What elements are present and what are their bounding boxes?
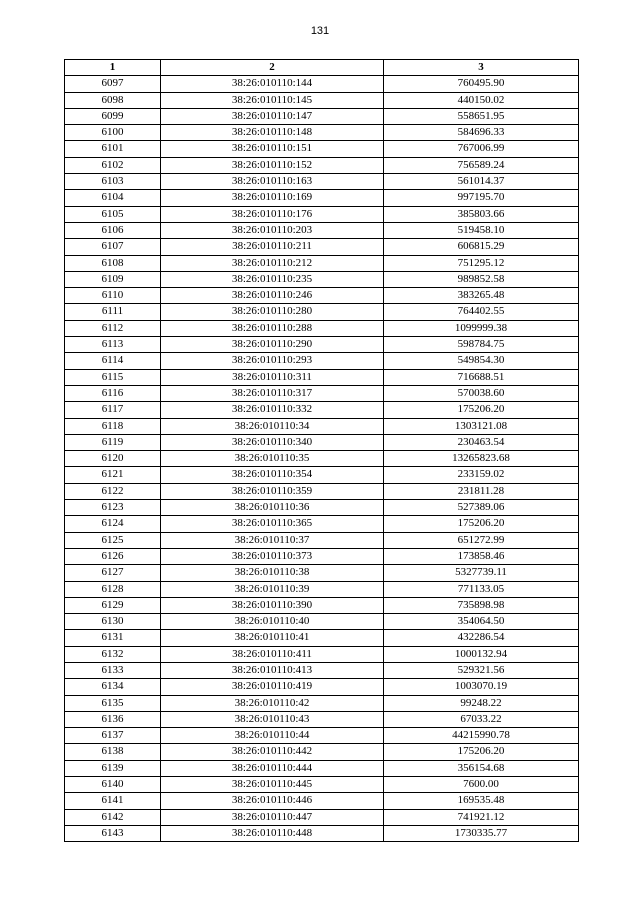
cadastral-number-cell: 38:26:010110:37 bbox=[161, 532, 384, 548]
cadastral-number-cell: 38:26:010110:411 bbox=[161, 646, 384, 662]
cadastral-number-cell: 38:26:010110:152 bbox=[161, 157, 384, 173]
row-number-cell: 6111 bbox=[65, 304, 161, 320]
value-cell: 760495.90 bbox=[384, 76, 579, 92]
cadastral-number-cell: 38:26:010110:163 bbox=[161, 174, 384, 190]
table-row bbox=[65, 141, 579, 157]
value-cell: 169535.48 bbox=[384, 793, 579, 809]
table-row bbox=[65, 418, 579, 434]
row-number-cell: 6118 bbox=[65, 418, 161, 434]
table-row bbox=[65, 157, 579, 173]
value-cell: 997195.70 bbox=[384, 190, 579, 206]
column-header-1: 1 bbox=[65, 60, 161, 76]
table-row bbox=[65, 304, 579, 320]
value-cell: 561014.37 bbox=[384, 174, 579, 190]
value-cell: 44215990.78 bbox=[384, 728, 579, 744]
row-number-cell: 6136 bbox=[65, 711, 161, 727]
row-number-cell: 6103 bbox=[65, 174, 161, 190]
table-row bbox=[65, 206, 579, 222]
cadastral-number-cell: 38:26:010110:44 bbox=[161, 728, 384, 744]
table-header-row bbox=[65, 60, 579, 76]
table-row bbox=[65, 174, 579, 190]
cadastral-number-cell: 38:26:010110:169 bbox=[161, 190, 384, 206]
row-number-cell: 6110 bbox=[65, 288, 161, 304]
row-number-cell: 6101 bbox=[65, 141, 161, 157]
cadastral-number-cell: 38:26:010110:36 bbox=[161, 500, 384, 516]
row-number-cell: 6105 bbox=[65, 206, 161, 222]
cadastral-number-cell: 38:26:010110:293 bbox=[161, 353, 384, 369]
cadastral-number-cell: 38:26:010110:212 bbox=[161, 255, 384, 271]
table-row bbox=[65, 630, 579, 646]
cadastral-number-cell: 38:26:010110:332 bbox=[161, 402, 384, 418]
row-number-cell: 6142 bbox=[65, 809, 161, 825]
row-number-cell: 6139 bbox=[65, 760, 161, 776]
cadastral-number-cell: 38:26:010110:340 bbox=[161, 434, 384, 450]
cadastral-number-cell: 38:26:010110:365 bbox=[161, 516, 384, 532]
table-row bbox=[65, 728, 579, 744]
cadastral-number-cell: 38:26:010110:176 bbox=[161, 206, 384, 222]
row-number-cell: 6114 bbox=[65, 353, 161, 369]
value-cell: 756589.24 bbox=[384, 157, 579, 173]
row-number-cell: 6130 bbox=[65, 614, 161, 630]
value-cell: 13265823.68 bbox=[384, 451, 579, 467]
row-number-cell: 6097 bbox=[65, 76, 161, 92]
value-cell: 527389.06 bbox=[384, 500, 579, 516]
row-number-cell: 6129 bbox=[65, 597, 161, 613]
cadastral-number-cell: 38:26:010110:211 bbox=[161, 239, 384, 255]
row-number-cell: 6126 bbox=[65, 548, 161, 564]
cadastral-number-cell: 38:26:010110:445 bbox=[161, 777, 384, 793]
row-number-cell: 6108 bbox=[65, 255, 161, 271]
row-number-cell: 6125 bbox=[65, 532, 161, 548]
table-row bbox=[65, 679, 579, 695]
row-number-cell: 6140 bbox=[65, 777, 161, 793]
cadastral-number-cell: 38:26:010110:448 bbox=[161, 825, 384, 841]
value-cell: 735898.98 bbox=[384, 597, 579, 613]
table-row bbox=[65, 516, 579, 532]
row-number-cell: 6137 bbox=[65, 728, 161, 744]
cadastral-number-cell: 38:26:010110:34 bbox=[161, 418, 384, 434]
cadastral-number-cell: 38:26:010110:446 bbox=[161, 793, 384, 809]
row-number-cell: 6123 bbox=[65, 500, 161, 516]
value-cell: 716688.51 bbox=[384, 369, 579, 385]
table-row bbox=[65, 271, 579, 287]
table-row bbox=[65, 597, 579, 613]
row-number-cell: 6109 bbox=[65, 271, 161, 287]
row-number-cell: 6102 bbox=[65, 157, 161, 173]
table-row bbox=[65, 777, 579, 793]
cadastral-number-cell: 38:26:010110:41 bbox=[161, 630, 384, 646]
cadastral-number-cell: 38:26:010110:447 bbox=[161, 809, 384, 825]
table-row bbox=[65, 565, 579, 581]
row-number-cell: 6113 bbox=[65, 337, 161, 353]
value-cell: 751295.12 bbox=[384, 255, 579, 271]
cadastral-number-cell: 38:26:010110:317 bbox=[161, 385, 384, 401]
row-number-cell: 6132 bbox=[65, 646, 161, 662]
value-cell: 440150.02 bbox=[384, 92, 579, 108]
row-number-cell: 6141 bbox=[65, 793, 161, 809]
row-number-cell: 6127 bbox=[65, 565, 161, 581]
data-table bbox=[64, 59, 579, 842]
table-row bbox=[65, 467, 579, 483]
column-header-3: 3 bbox=[384, 60, 579, 76]
value-cell: 1730335.77 bbox=[384, 825, 579, 841]
cadastral-number-cell: 38:26:010110:38 bbox=[161, 565, 384, 581]
value-cell: 5327739.11 bbox=[384, 565, 579, 581]
cadastral-number-cell: 38:26:010110:203 bbox=[161, 222, 384, 238]
value-cell: 230463.54 bbox=[384, 434, 579, 450]
cadastral-number-cell: 38:26:010110:390 bbox=[161, 597, 384, 613]
cadastral-number-cell: 38:26:010110:148 bbox=[161, 125, 384, 141]
value-cell: 1303121.08 bbox=[384, 418, 579, 434]
cadastral-number-cell: 38:26:010110:42 bbox=[161, 695, 384, 711]
row-number-cell: 6122 bbox=[65, 483, 161, 499]
row-number-cell: 6099 bbox=[65, 108, 161, 124]
row-number-cell: 6134 bbox=[65, 679, 161, 695]
table-body bbox=[65, 76, 579, 842]
value-cell: 584696.33 bbox=[384, 125, 579, 141]
row-number-cell: 6106 bbox=[65, 222, 161, 238]
row-number-cell: 6133 bbox=[65, 662, 161, 678]
value-cell: 385803.66 bbox=[384, 206, 579, 222]
cadastral-number-cell: 38:26:010110:235 bbox=[161, 271, 384, 287]
value-cell: 598784.75 bbox=[384, 337, 579, 353]
table-row bbox=[65, 793, 579, 809]
value-cell: 67033.22 bbox=[384, 711, 579, 727]
value-cell: 558651.95 bbox=[384, 108, 579, 124]
table-row bbox=[65, 239, 579, 255]
row-number-cell: 6143 bbox=[65, 825, 161, 841]
value-cell: 233159.02 bbox=[384, 467, 579, 483]
cadastral-number-cell: 38:26:010110:311 bbox=[161, 369, 384, 385]
row-number-cell: 6115 bbox=[65, 369, 161, 385]
table-row bbox=[65, 825, 579, 841]
cadastral-number-cell: 38:26:010110:280 bbox=[161, 304, 384, 320]
value-cell: 99248.22 bbox=[384, 695, 579, 711]
value-cell: 519458.10 bbox=[384, 222, 579, 238]
value-cell: 529321.56 bbox=[384, 662, 579, 678]
value-cell: 1003070.19 bbox=[384, 679, 579, 695]
value-cell: 354064.50 bbox=[384, 614, 579, 630]
cadastral-number-cell: 38:26:010110:290 bbox=[161, 337, 384, 353]
row-number-cell: 6100 bbox=[65, 125, 161, 141]
table-row bbox=[65, 662, 579, 678]
value-cell: 7600.00 bbox=[384, 777, 579, 793]
cadastral-number-cell: 38:26:010110:413 bbox=[161, 662, 384, 678]
cadastral-number-cell: 38:26:010110:442 bbox=[161, 744, 384, 760]
table-row bbox=[65, 222, 579, 238]
table-row bbox=[65, 369, 579, 385]
table-row bbox=[65, 337, 579, 353]
row-number-cell: 6135 bbox=[65, 695, 161, 711]
cadastral-number-cell: 38:26:010110:144 bbox=[161, 76, 384, 92]
value-cell: 651272.99 bbox=[384, 532, 579, 548]
table-row bbox=[65, 402, 579, 418]
table-row bbox=[65, 125, 579, 141]
value-cell: 767006.99 bbox=[384, 141, 579, 157]
value-cell: 771133.05 bbox=[384, 581, 579, 597]
table-row bbox=[65, 711, 579, 727]
row-number-cell: 6121 bbox=[65, 467, 161, 483]
table-row bbox=[65, 760, 579, 776]
table-row bbox=[65, 581, 579, 597]
cadastral-number-cell: 38:26:010110:354 bbox=[161, 467, 384, 483]
table-row bbox=[65, 614, 579, 630]
value-cell: 432286.54 bbox=[384, 630, 579, 646]
cadastral-number-cell: 38:26:010110:444 bbox=[161, 760, 384, 776]
table-row bbox=[65, 532, 579, 548]
cadastral-number-cell: 38:26:010110:147 bbox=[161, 108, 384, 124]
row-number-cell: 6117 bbox=[65, 402, 161, 418]
table-row bbox=[65, 695, 579, 711]
row-number-cell: 6104 bbox=[65, 190, 161, 206]
value-cell: 1000132.94 bbox=[384, 646, 579, 662]
table-row bbox=[65, 255, 579, 271]
cadastral-number-cell: 38:26:010110:288 bbox=[161, 320, 384, 336]
table-row bbox=[65, 809, 579, 825]
value-cell: 231811.28 bbox=[384, 483, 579, 499]
value-cell: 606815.29 bbox=[384, 239, 579, 255]
value-cell: 764402.55 bbox=[384, 304, 579, 320]
value-cell: 356154.68 bbox=[384, 760, 579, 776]
cadastral-number-cell: 38:26:010110:373 bbox=[161, 548, 384, 564]
table-row bbox=[65, 288, 579, 304]
cadastral-number-cell: 38:26:010110:246 bbox=[161, 288, 384, 304]
table-row bbox=[65, 646, 579, 662]
row-number-cell: 6131 bbox=[65, 630, 161, 646]
table-row bbox=[65, 76, 579, 92]
table-row bbox=[65, 108, 579, 124]
row-number-cell: 6107 bbox=[65, 239, 161, 255]
row-number-cell: 6116 bbox=[65, 385, 161, 401]
table-row bbox=[65, 353, 579, 369]
row-number-cell: 6124 bbox=[65, 516, 161, 532]
table-row bbox=[65, 451, 579, 467]
value-cell: 175206.20 bbox=[384, 402, 579, 418]
table-row bbox=[65, 744, 579, 760]
table-row bbox=[65, 385, 579, 401]
value-cell: 175206.20 bbox=[384, 744, 579, 760]
value-cell: 741921.12 bbox=[384, 809, 579, 825]
cadastral-number-cell: 38:26:010110:43 bbox=[161, 711, 384, 727]
value-cell: 173858.46 bbox=[384, 548, 579, 564]
row-number-cell: 6119 bbox=[65, 434, 161, 450]
table-row bbox=[65, 434, 579, 450]
value-cell: 383265.48 bbox=[384, 288, 579, 304]
row-number-cell: 6128 bbox=[65, 581, 161, 597]
row-number-cell: 6120 bbox=[65, 451, 161, 467]
row-number-cell: 6112 bbox=[65, 320, 161, 336]
table-row bbox=[65, 320, 579, 336]
cadastral-number-cell: 38:26:010110:35 bbox=[161, 451, 384, 467]
value-cell: 989852.58 bbox=[384, 271, 579, 287]
cadastral-number-cell: 38:26:010110:151 bbox=[161, 141, 384, 157]
cadastral-number-cell: 38:26:010110:359 bbox=[161, 483, 384, 499]
row-number-cell: 6138 bbox=[65, 744, 161, 760]
cadastral-number-cell: 38:26:010110:39 bbox=[161, 581, 384, 597]
value-cell: 1099999.38 bbox=[384, 320, 579, 336]
value-cell: 570038.60 bbox=[384, 385, 579, 401]
row-number-cell: 6098 bbox=[65, 92, 161, 108]
table-row bbox=[65, 500, 579, 516]
page-number: 131 bbox=[310, 25, 330, 37]
table-row bbox=[65, 190, 579, 206]
cadastral-number-cell: 38:26:010110:419 bbox=[161, 679, 384, 695]
value-cell: 549854.30 bbox=[384, 353, 579, 369]
cadastral-number-cell: 38:26:010110:145 bbox=[161, 92, 384, 108]
column-header-2: 2 bbox=[161, 60, 384, 76]
table-row bbox=[65, 92, 579, 108]
cadastral-number-cell: 38:26:010110:40 bbox=[161, 614, 384, 630]
table-row bbox=[65, 483, 579, 499]
table-row bbox=[65, 548, 579, 564]
value-cell: 175206.20 bbox=[384, 516, 579, 532]
